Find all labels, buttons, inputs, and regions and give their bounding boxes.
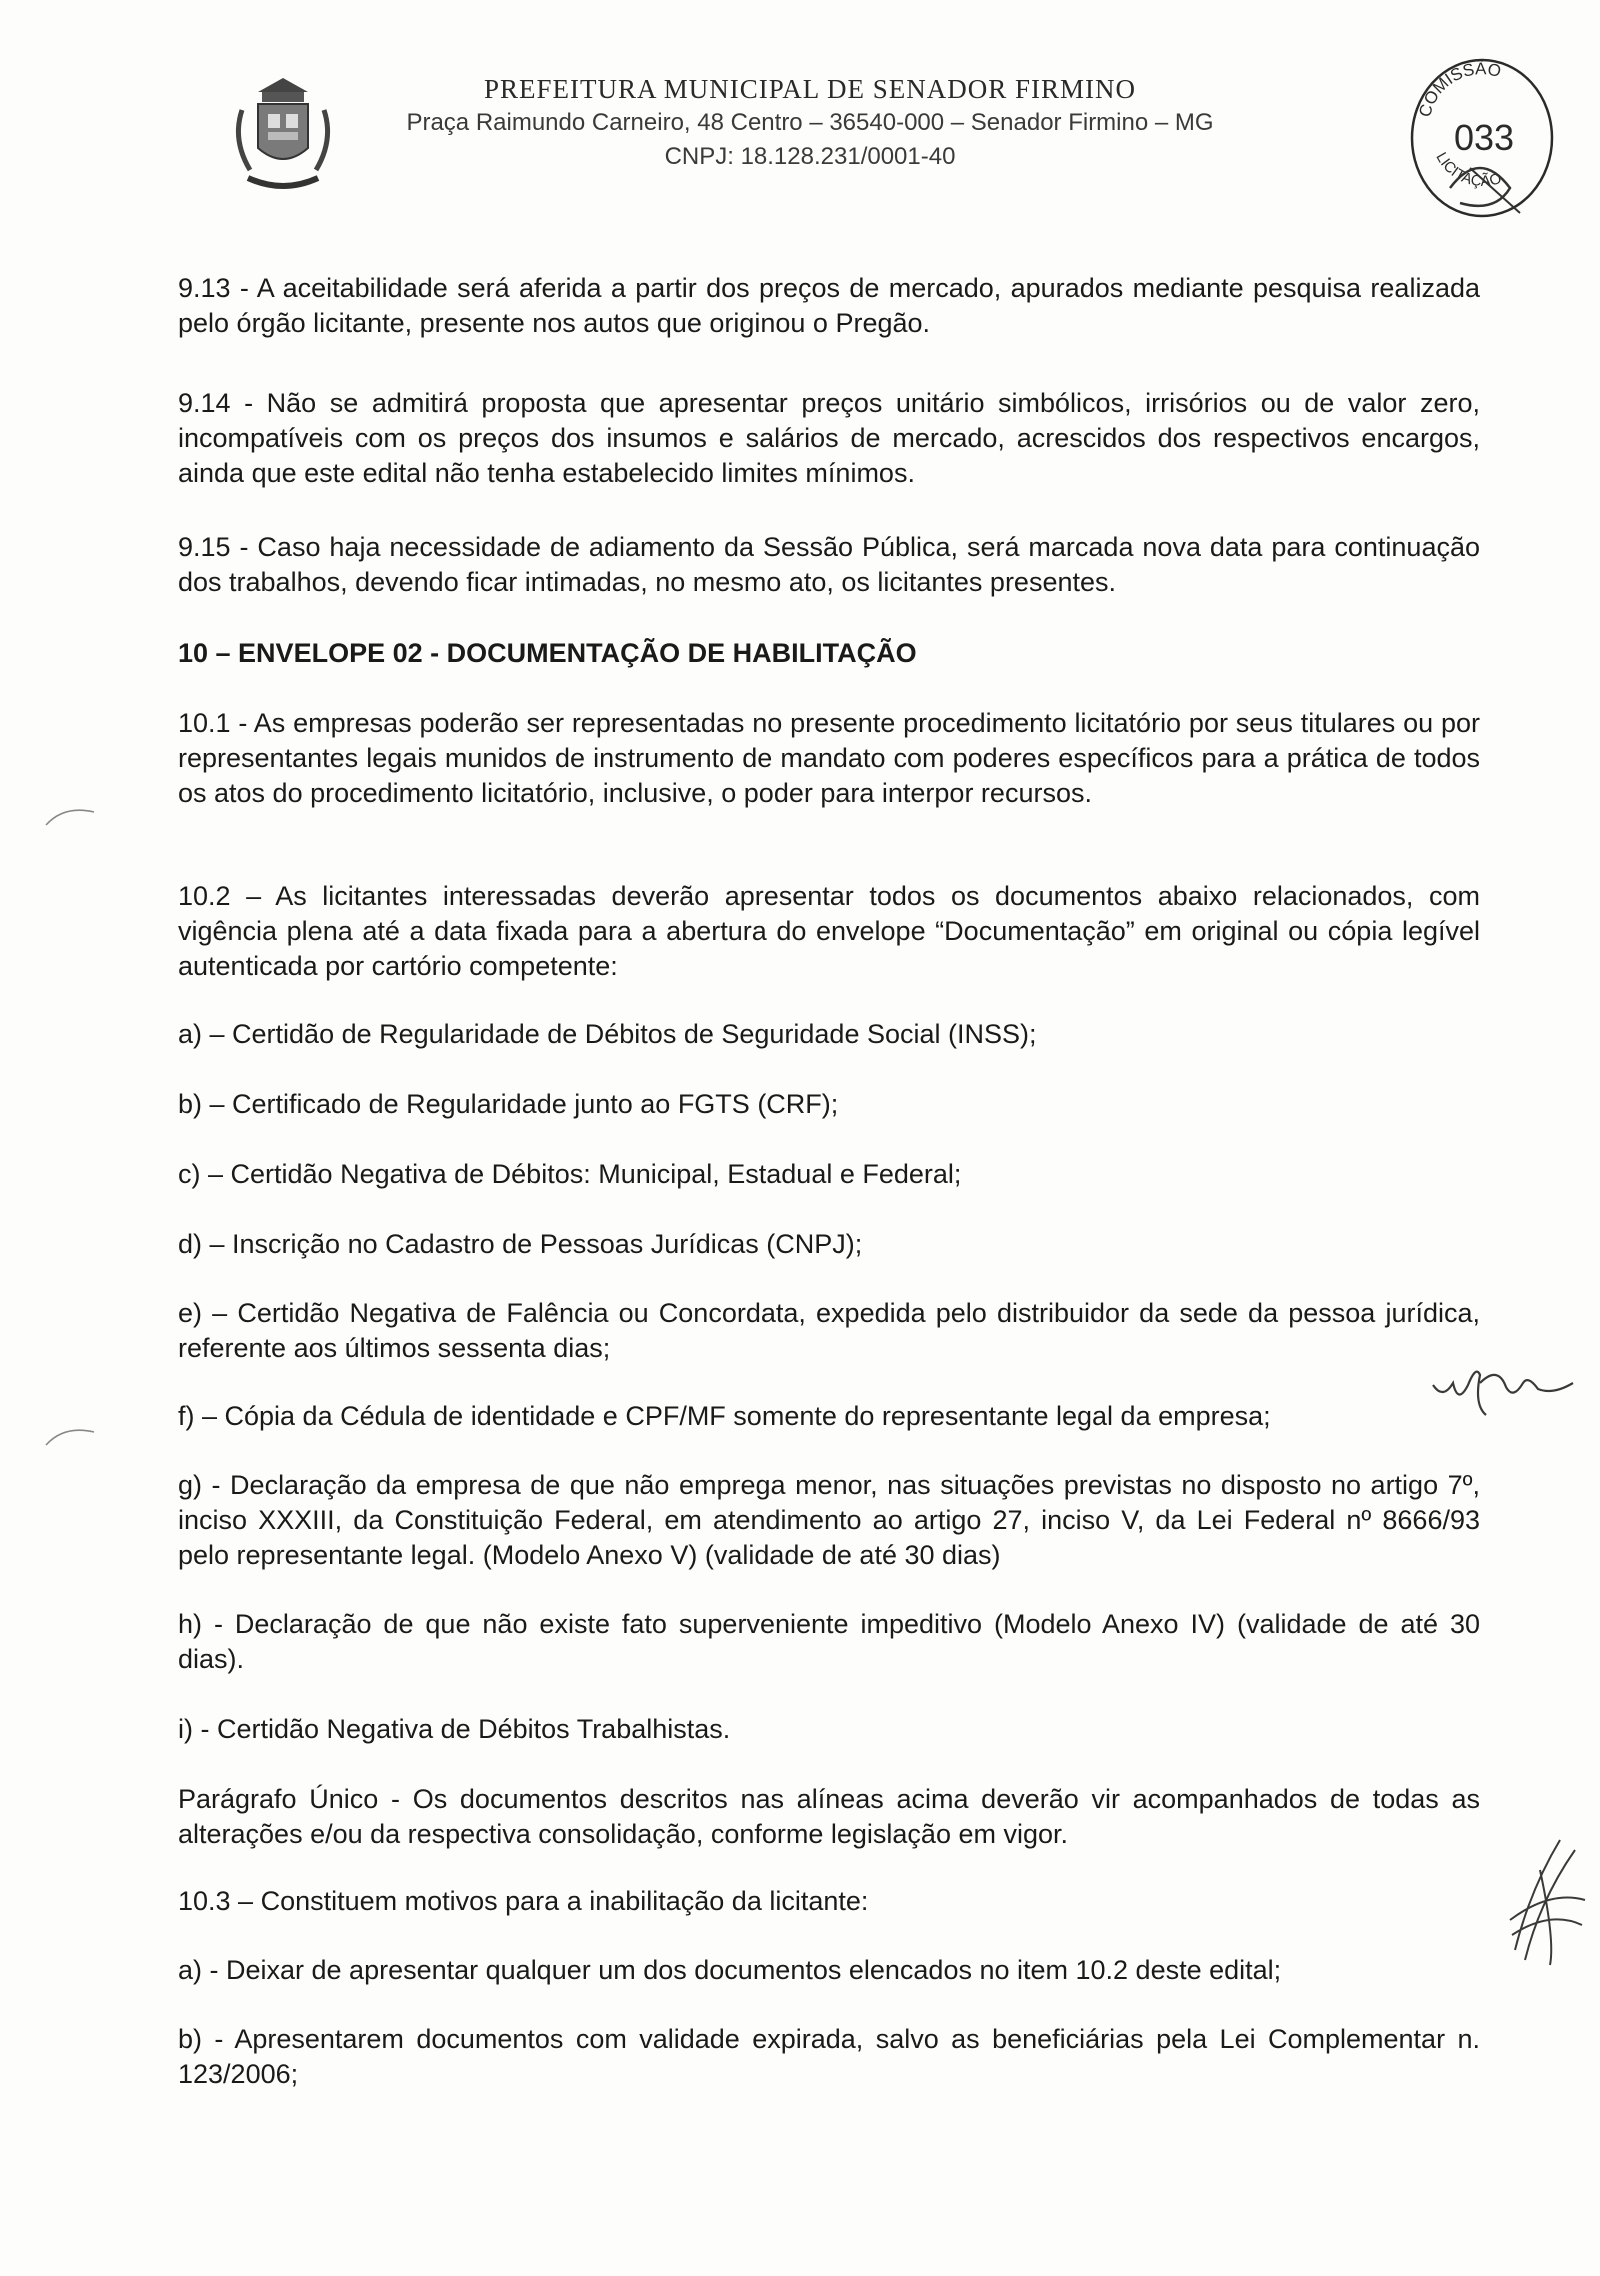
item-b: b) – Certificado de Regularidade junto ao FGTS (CRF); <box>178 1089 839 1119</box>
item-f: f) – Cópia da Cédula de identidade e CPF/MF somente do representante legal da empresa; <box>178 1401 1271 1431</box>
margin-mark <box>44 800 104 830</box>
paragrafo-unico: Parágrafo Único - Os documentos descritos nas alíneas acima deverão vir acompanhados de todas as alterações e/ou da respectiva consolidação, conforme legislação em vigor. <box>178 1784 1480 1849</box>
item-e: e) – Certidão Negativa de Falência ou Concordata, expedida pelo distribuidor da sede da pessoa jurídica, referente aos últimos sessenta dias; <box>178 1298 1480 1363</box>
clause-9-15: 9.15 - Caso haja necessidade de adiamento da Sessão Pública, será marcada nova data para continuação dos trabalhos, devendo ficar intimadas, no mesmo ato, os licitantes presentes. <box>178 532 1480 597</box>
stamp-top-text: COMISSÃO <box>1415 59 1503 120</box>
item-g: g) - Declaração da empresa de que não emprega menor, nas situações previstas no disposto no artigo 7º, inciso XXXIII, da Constituição Federal, em atendimento ao artigo 27, inciso V, da Lei Federal nº 8666/93 pelo representante legal. (Modelo Anexo V) (validade de até 30 dias) <box>178 1470 1480 1570</box>
stamp-number: 033 <box>1454 117 1515 158</box>
item-10-3-b: b) - Apresentarem documentos com validade expirada, salvo as beneficiárias pela Lei Complementar n. 123/2006; <box>178 2024 1480 2089</box>
item-i: i) - Certidão Negativa de Débitos Trabalhistas. <box>178 1714 731 1744</box>
item-a: a) – Certidão de Regularidade de Débitos de Seguridade Social (INSS); <box>178 1019 1037 1049</box>
section-10-heading: 10 – ENVELOPE 02 - DOCUMENTAÇÃO DE HABILITAÇÃO <box>178 638 917 668</box>
margin-mark <box>44 1420 104 1450</box>
stamp-bottom-text: LICITAÇÃO <box>1432 149 1504 191</box>
clause-10-1: 10.1 - As empresas poderão ser representadas no presente procedimento licitatório por seus titulares ou por representantes legais munidos de instrumento de mandato com poderes específicos para a prática de todos os atos do procedimento licitatório, inclusive, o poder para interpor recursos. <box>178 708 1480 808</box>
handwritten-initials-signature <box>1428 1345 1578 1425</box>
clause-10-3: 10.3 – Constituem motivos para a inabilitação da licitante: <box>178 1886 869 1916</box>
clause-10-2: 10.2 – As licitantes interessadas deverão apresentar todos os documentos abaixo relacionados, com vigência plena até a data fixada para a abertura do envelope “Documentação” em original ou cópia legível autenticada por cartório competente: <box>178 881 1480 981</box>
letterhead-cnpj: CNPJ: 18.128.231/0001-40 <box>664 143 956 170</box>
clause-9-13: 9.13 - A aceitabilidade será aferida a partir dos preços de mercado, apurados mediante pesquisa realizada pelo órgão licitante, presente nos autos que originou o Pregão. <box>178 273 1480 338</box>
item-h: h) - Declaração de que não existe fato superveniente impeditivo (Modelo Anexo IV) (validade de até 30 dias). <box>178 1609 1480 1674</box>
letterhead <box>230 72 1390 174</box>
svg-text:COMISSÃO <box>1415 59 1503 119</box>
letterhead-address: Praça Raimundo Carneiro, 48 Centro – 36540-000 – Senador Firmino – MG <box>406 109 1214 136</box>
commission-stamp <box>1400 38 1560 218</box>
item-d: d) – Inscrição no Cadastro de Pessoas Jurídicas (CNPJ); <box>178 1229 863 1259</box>
clause-9-14: 9.14 - Não se admitirá proposta que apresentar preços unitário simbólicos, irrisórios ou de valor zero, incompatíveis com os preços dos insumos e salários de mercado, acrescidos dos respectivos encargos, ainda que este edital não tenha estabelecido limites mínimos. <box>178 388 1480 488</box>
letterhead-title: PREFEITURA MUNICIPAL DE SENADOR FIRMINO <box>483 74 1137 104</box>
item-c: c) – Certidão Negativa de Débitos: Municipal, Estadual e Federal; <box>178 1159 962 1189</box>
handwritten-rubric-signature <box>1500 1830 1590 1970</box>
item-10-3-a: a) - Deixar de apresentar qualquer um dos documentos elencados no item 10.2 deste edital; <box>178 1955 1282 1985</box>
